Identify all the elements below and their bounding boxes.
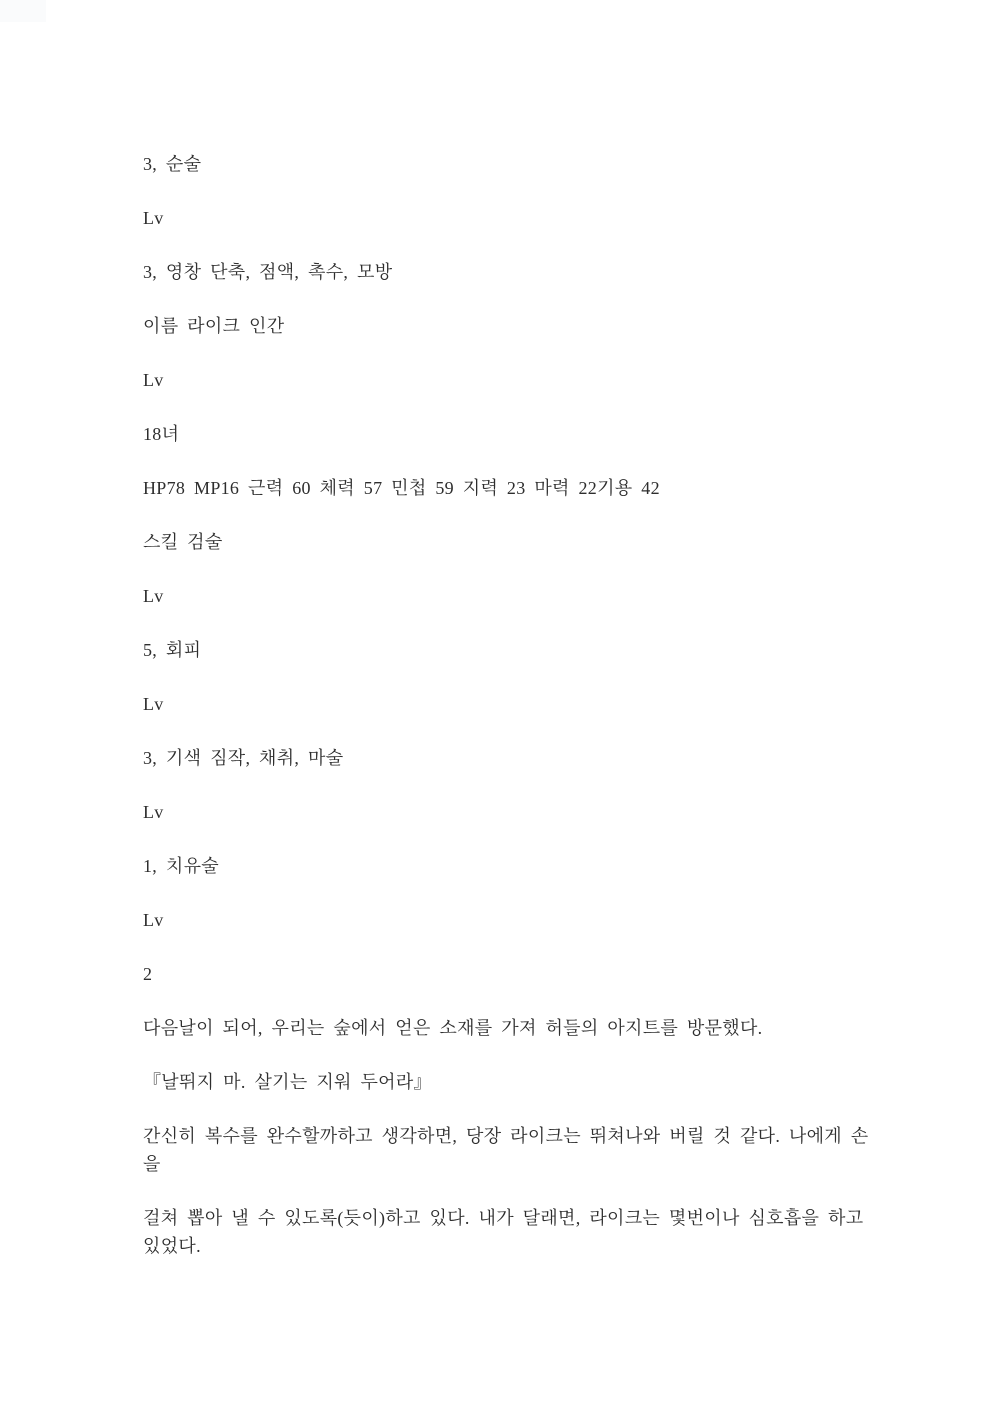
status-window-block [143,150,882,988]
story-paragraph: 걸쳐 뽑아 낼 수 있도록(듯이)하고 있다. 내가 달래면, 라이크는 몇번이나 심호흡을 하고 있었다. [143,1208,864,1256]
status-line-lv: Lv [143,802,164,822]
status-line: 3, 기색 짐작, 채취, 마술 [143,748,344,768]
status-line: 2 [143,964,153,984]
story-block [143,1014,882,1260]
status-line: 1, 치유술 [143,856,219,876]
corner-artifact [0,0,46,22]
status-line-skill: 스킬 검술 [143,532,223,552]
status-line-age: 18녀 [143,424,180,444]
status-line-lv: Lv [143,694,164,714]
status-line-lv: Lv [143,208,164,228]
status-line-name: 이름 라이크 인간 [143,316,285,336]
status-line-lv: Lv [143,586,164,606]
status-line: 5, 회피 [143,640,202,660]
status-line: 3, 순술 [143,154,202,174]
status-line-stats: HP78 MP16 근력 60 체력 57 민첩 59 지력 23 마력 22기용 42 [143,478,660,498]
status-line-lv: Lv [143,370,164,390]
dialogue-line: 『날뛰지 마. 살기는 지워 두어라』 [143,1072,432,1092]
story-paragraph: 간신히 복수를 완수할까하고 생각하면, 당장 라이크는 뛰쳐나와 버릴 것 같다. 나에게 손을 [143,1126,869,1174]
status-line-lv: Lv [143,910,164,930]
status-line: 3, 영창 단축, 점액, 촉수, 모방 [143,262,393,282]
story-paragraph: 다음날이 되어, 우리는 숲에서 얻은 소재를 가져 허들의 아지트를 방문했다. [143,1018,763,1038]
